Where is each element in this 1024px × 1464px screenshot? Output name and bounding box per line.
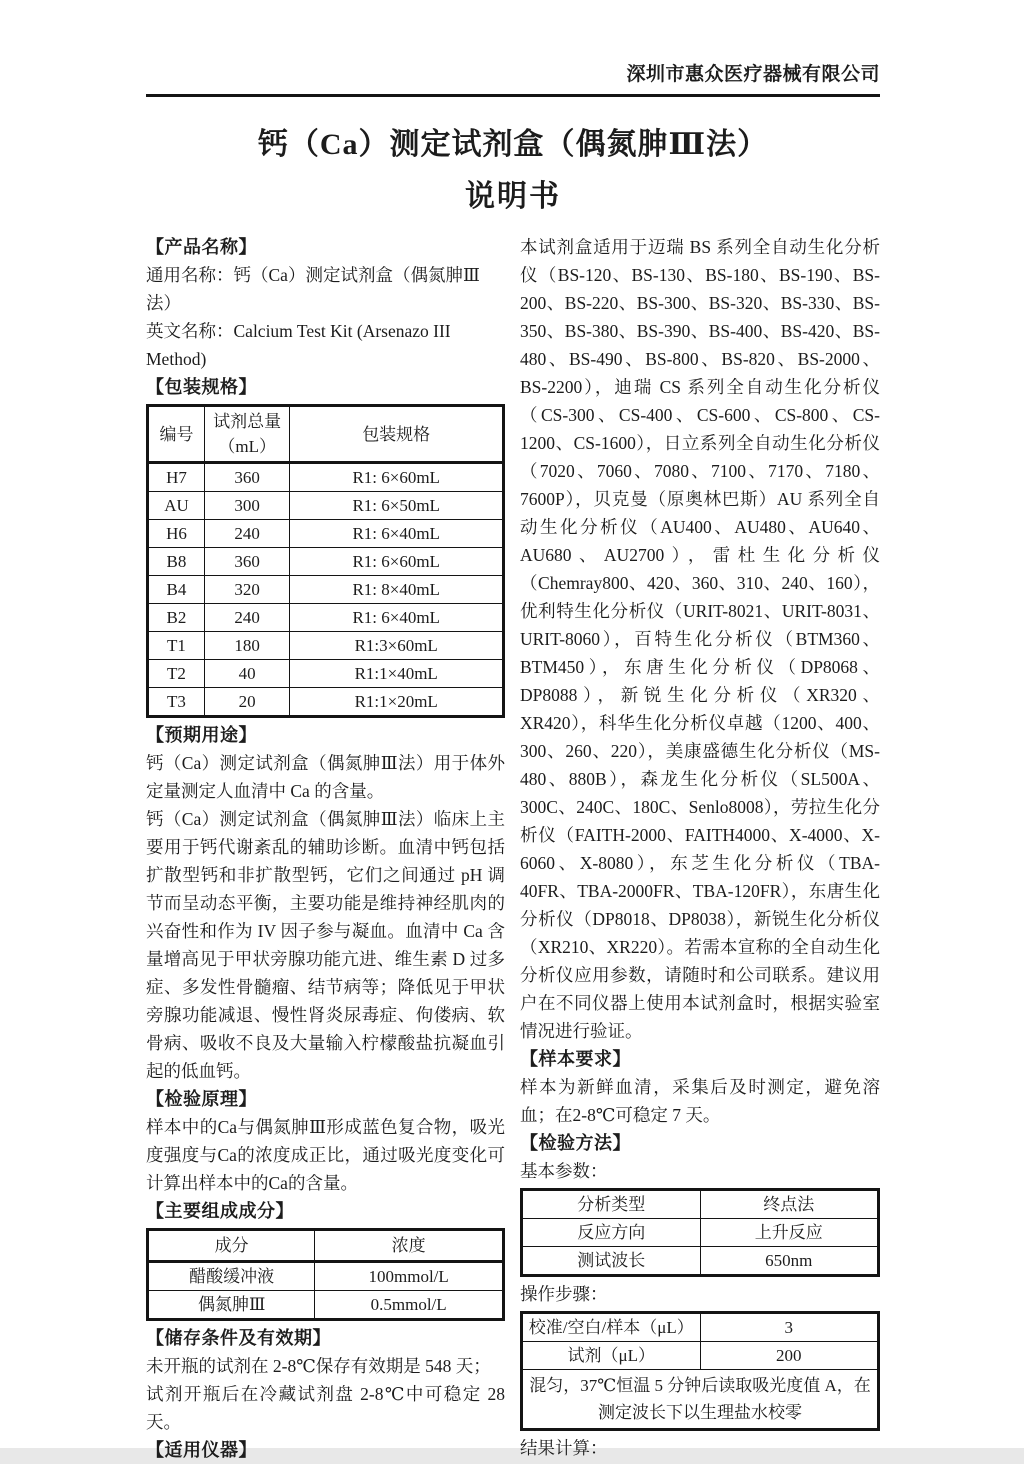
- result-calculation-label: 结果计算：: [520, 1438, 608, 1458]
- packaging-cell: H6: [148, 520, 205, 548]
- packaging-cell: 320: [204, 576, 289, 604]
- operation-table: [520, 1311, 880, 1431]
- packaging-cell: B4: [148, 576, 205, 604]
- composition-cell: 0.5mmol/L: [315, 1291, 504, 1320]
- composition-cell: 100mmol/L: [315, 1262, 504, 1291]
- generic-name-line: 通用名称：钙（Ca）测定试剂盒（偶氮胂Ⅲ法）: [146, 265, 480, 313]
- doc-title: 钙（Ca）测定试剂盒（偶氮胂Ⅲ法）: [257, 128, 769, 161]
- table-row: [522, 1247, 879, 1276]
- table-row: [148, 548, 504, 576]
- operation-steps-label: 操作步骤：: [520, 1284, 608, 1304]
- table-row: [148, 520, 504, 548]
- packaging-cell: R1: 8×40mL: [290, 576, 504, 604]
- packaging-cell: AU: [148, 492, 205, 520]
- packaging-cell: R1: 6×40mL: [290, 604, 504, 632]
- composition-col-header: 浓度: [315, 1230, 504, 1262]
- packaging-cell: H7: [148, 463, 205, 492]
- sample-paragraph: 样本为新鲜血清，采集后及时测定，避免溶血；在2-8℃可稳定 7 天。: [520, 1077, 880, 1125]
- basic-param-cell: 测试波长: [522, 1247, 701, 1276]
- packaging-cell: B2: [148, 604, 205, 632]
- operation-cell: 校准/空白/样本（μL）: [522, 1313, 701, 1342]
- composition-table: [146, 1228, 505, 1321]
- table-row: [148, 660, 504, 688]
- table-row: [522, 1370, 879, 1430]
- table-row: [522, 1313, 879, 1342]
- table-header-row: [148, 1230, 504, 1262]
- operation-cell: 试剂（μL）: [522, 1342, 701, 1370]
- header-rule: [146, 94, 880, 97]
- packaging-col-header: 包装规格: [290, 406, 504, 463]
- packaging-cell: T3: [148, 688, 205, 717]
- operation-cell: 3: [700, 1313, 879, 1342]
- operation-cell: 200: [700, 1342, 879, 1370]
- packaging-cell: R1:3×60mL: [290, 632, 504, 660]
- section-heading-product-name: 【产品名称】: [146, 237, 257, 257]
- table-row: [148, 632, 504, 660]
- section-heading-principle: 【检验原理】: [146, 1089, 257, 1109]
- intended-use-paragraph-1: 钙（Ca）测定试剂盒（偶氮胂Ⅲ法）用于体外定量测定人血清中 Ca 的含量。: [146, 753, 505, 801]
- principle-paragraph: 样本中的Ca与偶氮胂Ⅲ形成蓝色复合物，吸光度强度与Ca的浓度成正比，通过吸光度变化可计算出样本中的Ca的含量。: [146, 1117, 505, 1193]
- section-heading-packaging: 【包装规格】: [146, 377, 257, 397]
- basic-params-label: 基本参数：: [520, 1161, 608, 1181]
- packaging-cell: R1: 6×40mL: [290, 520, 504, 548]
- doc-subtitle: 说明书: [465, 180, 561, 213]
- basic-param-cell: 终点法: [700, 1190, 879, 1219]
- section-heading-intended-use: 【预期用途】: [146, 725, 257, 745]
- table-row: [148, 688, 504, 717]
- basic-params-table: [520, 1188, 880, 1277]
- composition-cell: 醋酸缓冲液: [148, 1262, 315, 1291]
- table-row: [148, 492, 504, 520]
- packaging-cell: 300: [204, 492, 289, 520]
- column-left: [146, 233, 505, 1464]
- section-heading-composition: 【主要组成成分】: [146, 1201, 294, 1221]
- column-right: [520, 233, 880, 1464]
- table-row: [522, 1190, 879, 1219]
- storage-line-1: 未开瓶的试剂在 2-8℃保存有效期是 548 天；: [146, 1356, 491, 1376]
- table-row: [148, 576, 504, 604]
- packaging-cell: B8: [148, 548, 205, 576]
- packaging-cell: 40: [204, 660, 289, 688]
- packaging-cell: R1: 6×60mL: [290, 548, 504, 576]
- basic-param-cell: 反应方向: [522, 1219, 701, 1247]
- english-name-line: 英文名称：Calcium Test Kit (Arsenazo III Method): [146, 321, 451, 369]
- basic-param-cell: 上升反应: [700, 1219, 879, 1247]
- section-heading-sample: 【样本要求】: [520, 1049, 631, 1069]
- composition-col-header: 成分: [148, 1230, 315, 1262]
- table-row: [148, 1262, 504, 1291]
- packaging-table: [146, 404, 505, 718]
- document-body: [146, 233, 880, 1464]
- packaging-cell: 20: [204, 688, 289, 717]
- basic-param-cell: 650nm: [700, 1247, 879, 1276]
- packaging-cell: T2: [148, 660, 205, 688]
- instruments-paragraph: 本试剂盒适用于迈瑞 BS 系列全自动生化分析仪（BS-120、BS-130、BS-180、BS-190、BS-200、BS-220、BS-300、BS-320、BS-330、BS-350、BS-380、BS-390、BS-400、BS-420、BS-480、BS-490、BS-800、BS-820、BS-2000、BS-2200），迪瑞 CS 系列全自动生化分析仪（CS-300、CS-400、CS-600、CS-800、CS-1200、CS-1600），日立系列全自动生化分析仪（7020、7060、7080、7100、7170、7180、7600P），贝克曼（原奥林巴斯）AU 系列全自动生化分析仪（AU400、AU480、AU640、AU680、AU2700），雷杜生化分析仪（Chemray800、420、360、310、240、160），优利特生化分析仪（URIT-8021、URIT-8031、URIT-8060），百特生化分析仪（BTM360、BTM450），东唐生化分析仪（DP8068、DP8088），新锐生化分析仪（XR320、XR420），科华生化分析仪卓越（1200、400、300、260、220），美康盛德生化分析仪（MS-480、880B），森龙生化分析仪（SL500A、300C、240C、180C、Senlo8008），劳拉生化分析仪（FAITH-2000、FAITH4000、X-4000、X-6060、X-8080），东芝生化分析仪（TBA-40FR、TBA-2000FR、TBA-120FR），东唐生化分析仪（DP8018、DP8038），新锐生化分析仪（XR210、XR220）。若需本宣称的全自动生化分析仪应用参数，请随时和公司联系。建议用户在不同仪器上使用本试剂盒时，根据实验室情况进行验证。: [520, 237, 880, 1041]
- packaging-cell: R1:1×40mL: [290, 660, 504, 688]
- table-row: [148, 604, 504, 632]
- packaging-cell: R1:1×20mL: [290, 688, 504, 717]
- table-row: [522, 1219, 879, 1247]
- table-row: [148, 463, 504, 492]
- composition-cell: 偶氮胂Ⅲ: [148, 1291, 315, 1320]
- section-heading-method: 【检验方法】: [520, 1133, 631, 1153]
- section-heading-storage: 【储存条件及有效期】: [146, 1328, 331, 1348]
- packaging-cell: 240: [204, 520, 289, 548]
- packaging-col-header: 编号: [148, 406, 205, 463]
- storage-line-2: 试剂开瓶后在冷藏试剂盘 2-8℃中可稳定 28 天。: [146, 1384, 505, 1432]
- packaging-cell: R1: 6×50mL: [290, 492, 504, 520]
- table-row: [522, 1342, 879, 1370]
- packaging-cell: 360: [204, 548, 289, 576]
- packaging-cell: R1: 6×60mL: [290, 463, 504, 492]
- table-header-row: [148, 406, 504, 463]
- packaging-col-header: 试剂总量（mL）: [204, 406, 289, 463]
- packaging-cell: T1: [148, 632, 205, 660]
- company-name: 深圳市惠众医疗器械有限公司: [626, 64, 880, 85]
- operation-note-cell: 混匀，37℃恒温 5 分钟后读取吸光度值 A，在测定波长下以生理盐水校零: [522, 1370, 879, 1430]
- table-row: [148, 1291, 504, 1320]
- packaging-cell: 240: [204, 604, 289, 632]
- basic-param-cell: 分析类型: [522, 1190, 701, 1219]
- section-heading-instruments: 【适用仪器】: [146, 1440, 257, 1460]
- packaging-cell: 180: [204, 632, 289, 660]
- intended-use-paragraph-2: 钙（Ca）测定试剂盒（偶氮胂Ⅲ法）临床上主要用于钙代谢紊乱的辅助诊断。血清中钙包括扩散型钙和非扩散型钙，它们之间通过 pH 调节而呈动态平衡，主要功能是维持神经肌肉的兴奋性和作为 IV 因子参与凝血。血清中 Ca 含量增高见于甲状旁腺功能亢进、维生素 D 过多症、多发性骨髓瘤、结节病等；降低见于甲状旁腺功能减退、慢性肾炎尿毒症、佝偻病、软骨病、吸收不良及大量输入柠檬酸盐抗凝血引起的低血钙。: [146, 809, 505, 1081]
- packaging-cell: 360: [204, 463, 289, 492]
